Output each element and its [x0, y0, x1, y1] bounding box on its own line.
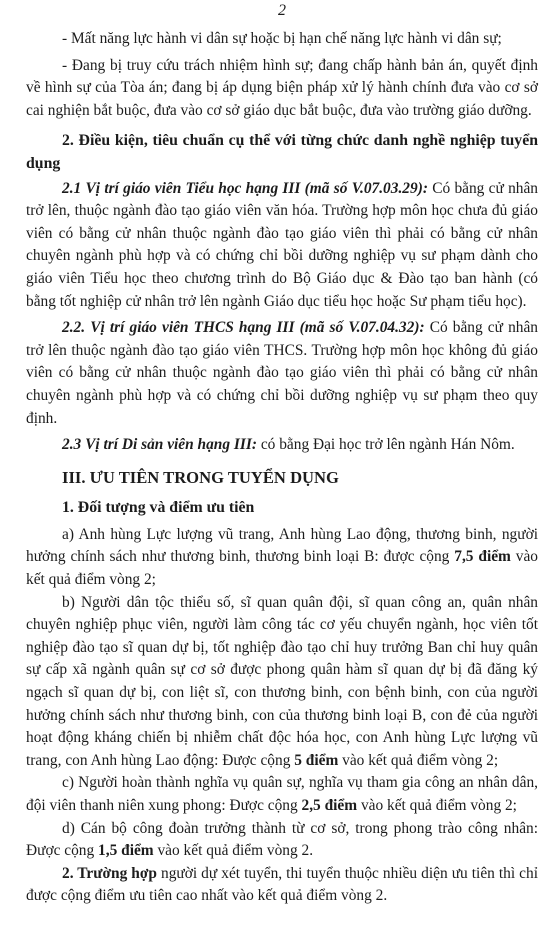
dash-item-1: - Mất năng lực hành vi dân sự hoặc bị hạn chế năng lực hành vi dân sự; — [62, 30, 502, 47]
section-2-heading: 2. Điều kiện, tiêu chuẩn cụ thể với từng chức danh nghề nghiệp tuyển dụng — [26, 132, 538, 172]
priority-item-b: b) Người dân tộc thiểu số, sĩ quan quân đội, sĩ quan công an, quân nhân chuyên nghiệp phục viên, người làm công tác cơ yếu chuyển ngành, học viên tốt nghiệp đào tạo sĩ quan dự bị, tốt nghiệp đào tạo chỉ huy trưởng Ban chỉ huy quân sự cấp xã ngành quân sự cơ sở được phong quân hàm sĩ quan dự bị đã đăng ký ngạch sĩ quan dự bị, con liệt sĩ, con thương binh, con bệnh binh, con của người hưởng chính sách như thương binh, con của thương binh loại B, con đẻ của người hoạt động kháng chiến bị nhiễm chất độc hóa học, con Anh hùng Lực lượng vũ trang, con Anh hùng Lao động: Được cộng 5 điểm vào kết quả điểm vòng 2; — [26, 593, 538, 769]
priority-points-c: 2,5 điểm — [301, 797, 358, 814]
dash-item-2: - Đang bị truy cứu trách nhiệm hình sự; đang chấp hành bản án, quyết định về hình sự của Tòa án; đang bị áp dụng biện pháp xử lý hành chính đưa vào cơ sở cai nghiện bắt buộc, đưa vào cơ sở giáo dục bắt buộc, đưa vào trường giáo dưỡng. — [26, 56, 538, 119]
priority-case-2-text: người dự xét tuyển, thi tuyển thuộc nhiều diện ưu tiên thì chỉ được cộng điểm ưu tiên cao nhất vào kết quả điểm vòng 2. — [26, 864, 538, 905]
section-3-heading: III. ƯU TIÊN TRONG TUYỂN DỤNG — [62, 467, 339, 487]
section-2-1-title: 2.1 Vị trí giáo viên Tiểu học hạng III (mã số V.07.03.29): — [62, 179, 428, 197]
section-2-1-paragraph — [26, 178, 538, 314]
priority-item-a: a) Anh hùng Lực lượng vũ trang, Anh hùng Lao động, thương binh, người hưởng chính sách như thương binh, thương binh loại B: được cộng 7,5 điểm vào kết quả điểm vòng 2; — [26, 525, 538, 589]
priority-case-2-title: 2. Trường hợp — [62, 864, 157, 882]
priority-case-2 — [26, 863, 538, 908]
priority-points-b: 5 điểm — [294, 751, 339, 769]
section-2-3-title: 2.3 Vị trí Di sản viên hạng III: — [62, 436, 257, 454]
section-2-1-text: Có bằng cử nhân trở lên, thuộc ngành đào tạo giáo viên văn hóa. Trường hợp môn học chưa đủ giáo viên có bằng cử nhân thuộc ngành đào tạo giáo viên thì phải có bằng cử nhân chuyên ngành phù hợp và có chứng chỉ bồi dưỡng nghiệp vụ sư phạm dành cho giáo viên Tiểu học theo chương trình do Bộ Giáo dục & Đào tạo ban hành (có bằng tốt nghiệp cử nhân trở lên ngành Giáo dục tiểu học hoặc Sư phạm tiểu học). — [26, 179, 539, 310]
page-number: 2 — [278, 2, 286, 19]
section-2-2-paragraph — [26, 317, 538, 430]
section-2-3-paragraph — [26, 434, 538, 457]
section-2-2-title: 2.2. Vị trí giáo viên THCS hạng III (mã số V.07.04.32): — [62, 319, 425, 337]
priority-points-a: 7,5 điểm — [454, 548, 511, 566]
priority-item-c: c) Người hoàn thành nghĩa vụ quân sự, nghĩa vụ tham gia công an nhân dân, đội viên thanh niên xung phong: Được cộng 2,5 điểm vào kết quả điểm vòng 2; — [26, 774, 538, 814]
section-2-2-text: Có bằng cử nhân trở lên thuộc ngành đào tạo giáo viên THCS. Trường hợp môn học không đủ giáo viên có bằng cử nhân thuộc ngành đào tạo giáo viên thì phải có bằng cử nhân chuyên ngành phù hợp và có chứng chỉ bồi dưỡng nghiệp vụ sư phạm theo quy định. — [26, 319, 539, 427]
section-3-sub1-heading: 1. Đối tượng và điểm ưu tiên — [62, 499, 255, 517]
priority-item-d: d) Cán bộ công đoàn trưởng thành từ cơ sở, trong phong trào công nhân: Được cộng 1,5 điểm vào kết quả điểm vòng 2. — [26, 819, 538, 860]
section-2-3-text: có bằng Đại học trở lên ngành Hán Nôm. — [257, 436, 515, 454]
priority-points-d: 1,5 điểm — [98, 842, 154, 860]
